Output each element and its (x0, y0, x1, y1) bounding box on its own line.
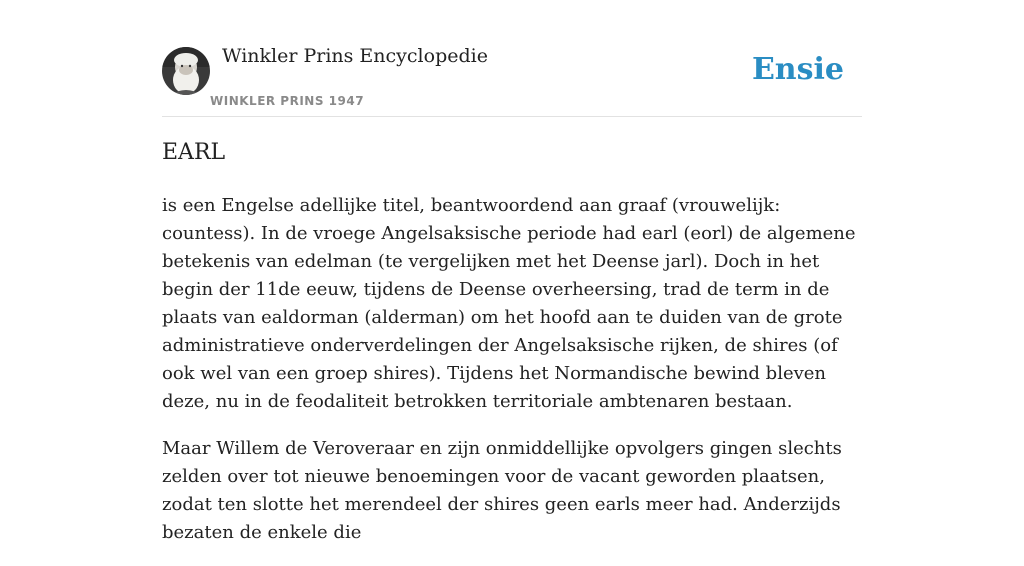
portrait-icon (162, 47, 210, 95)
entry-paragraph: Maar Willem de Veroveraar en zijn onmiddellijke opvolgers gingen slechts zelden over tot nieuwe benoemingen voor de vacant geworden plaatsen, zodat ten slotte het merendeel der shires geen earls meer had. Anderzijds bezaten de enkele die (162, 438, 842, 543)
source-subtitle[interactable]: WINKLER PRINS 1947 (210, 94, 365, 108)
entry-title: EARL (162, 140, 226, 165)
entry-paragraph: is een Engelse adellijke titel, beantwoordend aan graaf (vrouwelijk: countess). In de vroege Angelsaksische periode had earl (eorl) de algemene betekenis van edelman (te vergelijken met het Deense jarl). Doch in het begin der 11de eeuw, tijdens de Deense overheersing, trad de term in de plaats van ealdorman (alderman) om het hoofd aan te duiden van de grote administratieve onderverdelingen der Angelsaksische rijken, de shires (of ook wel van een groep shires). Tijdens het Normandische bewind bleven deze, nu in de feodaliteit betrokken territoriale ambtenaren bestaan. (162, 195, 856, 412)
source-header (162, 0, 862, 117)
source-title[interactable]: Winkler Prins Encyclopedie (222, 45, 488, 67)
page (162, 0, 862, 543)
brand-logo[interactable]: Ensie (751, 52, 844, 87)
avatar (162, 47, 210, 95)
entry-body (162, 192, 862, 566)
